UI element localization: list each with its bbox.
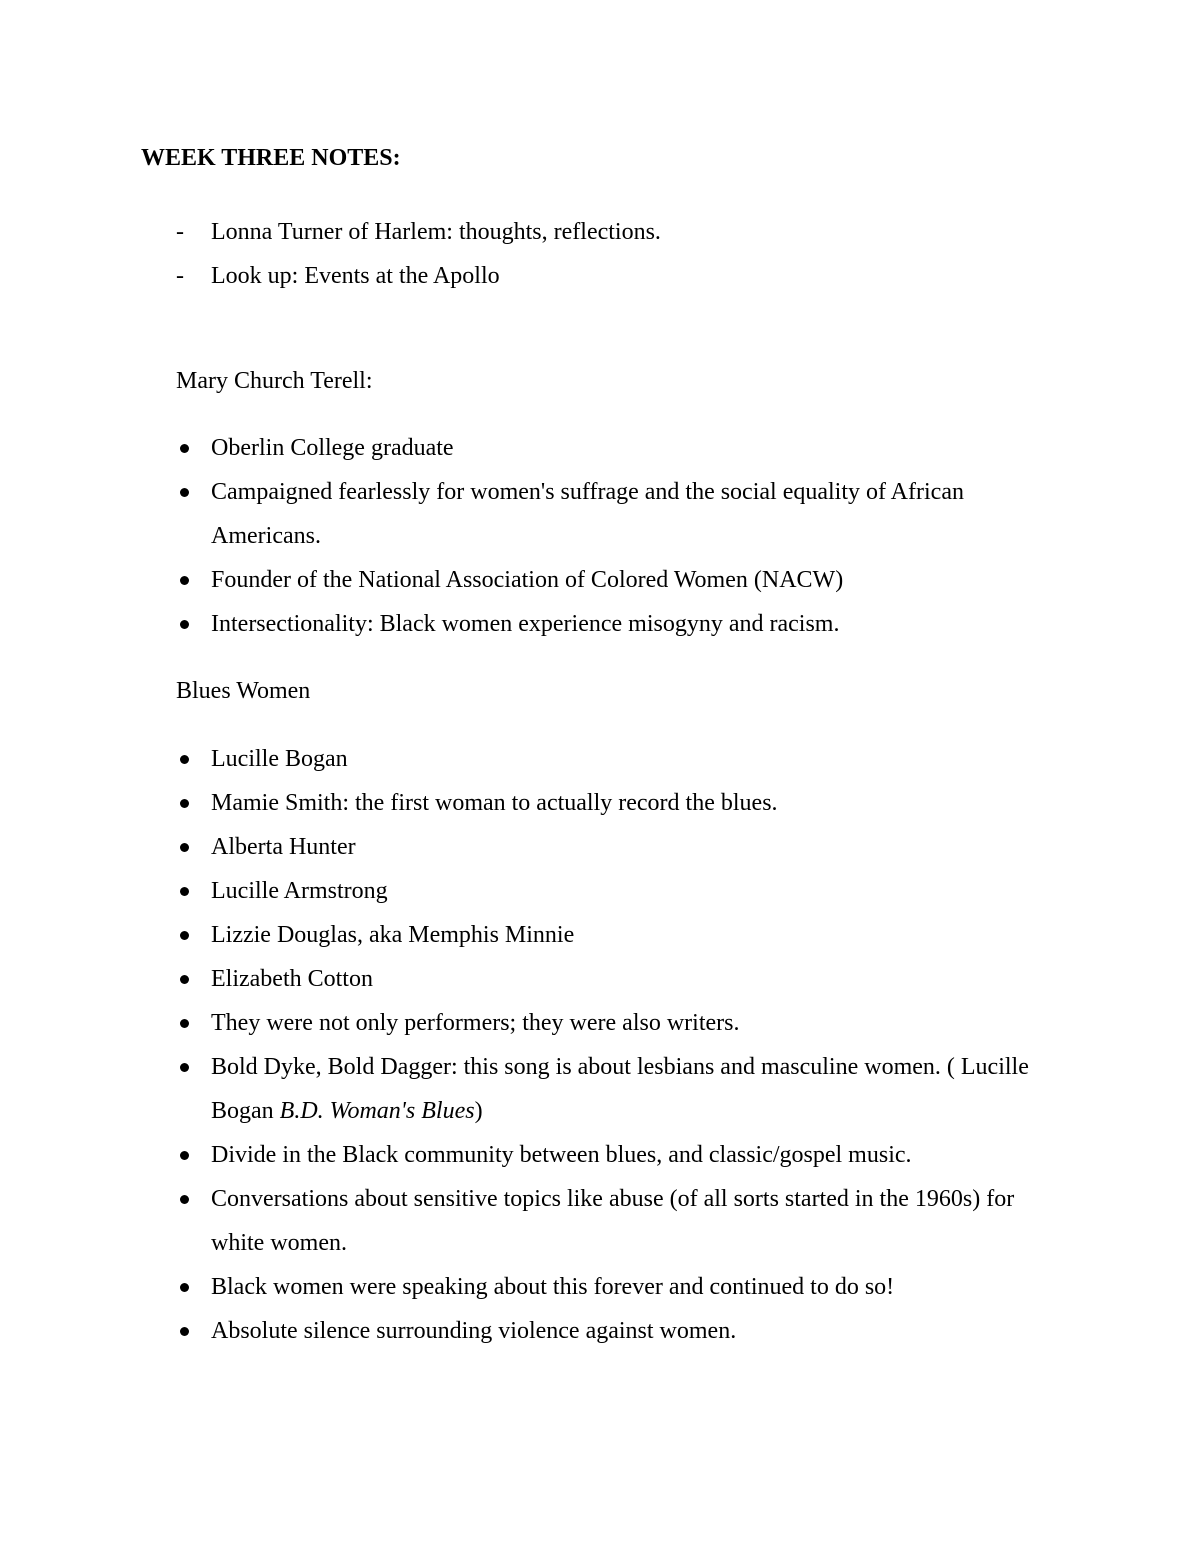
list-item — [141, 737, 1051, 781]
section-heading-mary-church-terell: Mary Church Terell: — [176, 368, 373, 394]
list-item — [141, 470, 1051, 558]
page-title: WEEK THREE NOTES: — [141, 145, 401, 171]
bullet-icon — [180, 1151, 189, 1160]
list-item — [141, 426, 1051, 470]
list-item — [141, 825, 1051, 869]
bullet-icon — [180, 887, 189, 896]
list-item — [141, 957, 1051, 1001]
bullet-icon — [180, 1063, 189, 1072]
list-item-text: Bold Dyke, Bold Dagger: this song is about lesbians and masculine women. ( Lucille Bogan — [211, 1054, 1029, 1124]
bullet-icon — [180, 488, 189, 497]
list-item-text: Lucille Bogan — [211, 746, 348, 772]
list-item — [141, 254, 1101, 298]
intro-list — [141, 210, 1101, 298]
list-item — [141, 1001, 1051, 1045]
bullet-icon — [180, 1327, 189, 1336]
list-item-text: Intersectionality: Black women experience misogyny and racism. — [211, 611, 840, 637]
blues-women-list — [141, 737, 1101, 1353]
list-item — [141, 913, 1051, 957]
list-item — [141, 558, 1051, 602]
dash-marker: - — [176, 263, 184, 289]
list-item-text: Founder of the National Association of Colored Women (NACW) — [211, 567, 844, 593]
list-item-text: Mamie Smith: the first woman to actually record the blues. — [211, 790, 778, 816]
list-item — [141, 210, 1101, 254]
bullet-icon — [180, 444, 189, 453]
list-item-text: Absolute silence surrounding violence against women. — [211, 1318, 737, 1344]
list-item-text: Oberlin College graduate — [211, 435, 454, 461]
list-item — [141, 1309, 1051, 1353]
list-item-text: Elizabeth Cotton — [211, 966, 373, 992]
song-title: B.D. Woman's Blues — [279, 1098, 475, 1124]
bullet-icon — [180, 799, 189, 808]
bullet-icon — [180, 620, 189, 629]
list-item-text: Lizzie Douglas, aka Memphis Minnie — [211, 922, 575, 948]
list-item — [141, 1133, 1051, 1177]
bullet-icon — [180, 1019, 189, 1028]
list-item-text: Look up: Events at the Apollo — [211, 263, 500, 289]
list-item-text: Campaigned fearlessly for women's suffrage and the social equality of African Americans. — [211, 479, 964, 549]
bullet-icon — [180, 931, 189, 940]
list-item-text: Divide in the Black community between blues, and classic/gospel music. — [211, 1142, 912, 1168]
dash-marker: - — [176, 219, 184, 245]
bullet-icon — [180, 975, 189, 984]
section-heading-blues-women: Blues Women — [176, 678, 311, 704]
list-item — [141, 602, 1051, 646]
list-item — [141, 1045, 1051, 1133]
list-item-text: Conversations about sensitive topics like abuse (of all sorts started in the 1960s) for white women. — [211, 1186, 1015, 1256]
list-item — [141, 869, 1051, 913]
closing-paren: ) — [474, 1098, 483, 1124]
bullet-icon — [180, 755, 189, 764]
list-item-text: They were not only performers; they were also writers. — [211, 1010, 740, 1036]
list-item-text: Alberta Hunter — [211, 834, 356, 860]
list-item — [141, 1265, 1051, 1309]
bullet-icon — [180, 576, 189, 585]
bullet-icon — [180, 1195, 189, 1204]
list-item-text: Lucille Armstrong — [211, 878, 388, 904]
mary-church-terell-list — [141, 426, 1101, 646]
list-item — [141, 781, 1051, 825]
list-item-text: Black women were speaking about this forever and continued to do so! — [211, 1274, 895, 1300]
list-item-text: Lonna Turner of Harlem: thoughts, reflections. — [211, 219, 661, 245]
bullet-icon — [180, 843, 189, 852]
list-item — [141, 1177, 1051, 1265]
bullet-icon — [180, 1283, 189, 1292]
